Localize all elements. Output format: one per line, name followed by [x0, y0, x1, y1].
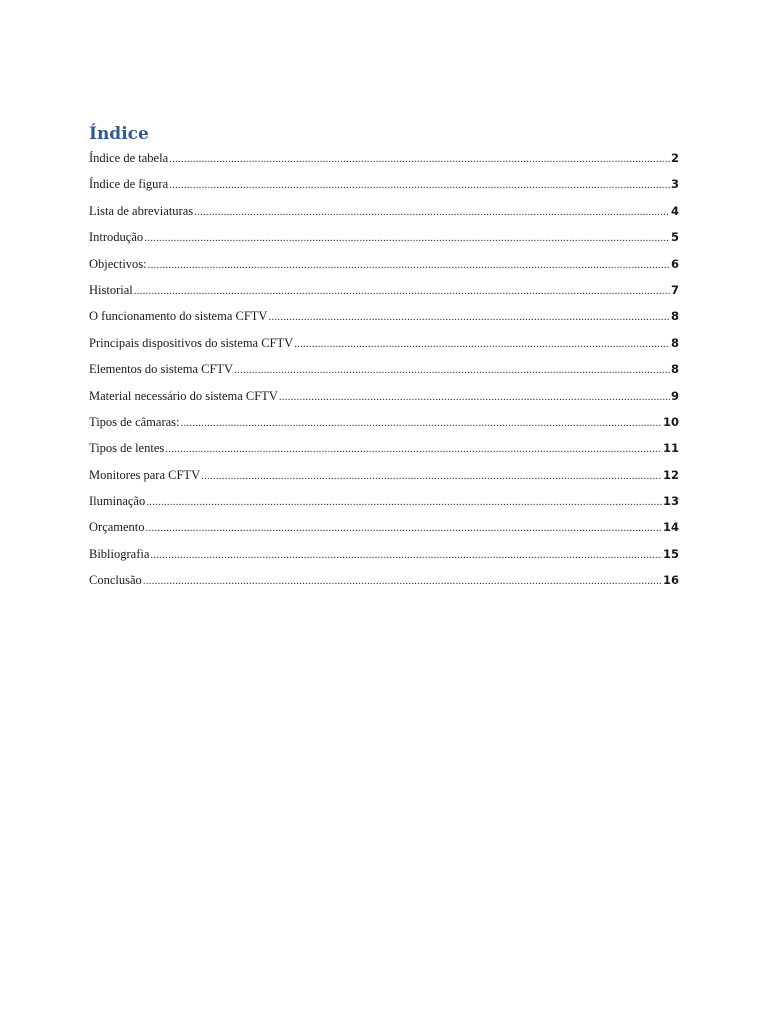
dot-leader	[150, 543, 662, 567]
toc-entry[interactable]	[89, 331, 679, 357]
toc-entry-page-number: 12	[662, 467, 679, 482]
toc-entry-page-number: 16	[662, 573, 679, 588]
toc-entry[interactable]	[89, 542, 679, 568]
dot-leader	[194, 200, 670, 224]
dot-leader	[201, 464, 662, 488]
toc-title: Índice	[89, 124, 149, 144]
toc-entry-label: O funcionamento do sistema CFTV	[89, 309, 268, 324]
dot-leader	[144, 226, 670, 250]
toc-entry[interactable]	[89, 199, 679, 225]
toc-entry[interactable]	[89, 384, 679, 410]
toc-entry-page-number: 6	[670, 256, 679, 271]
dot-leader	[146, 516, 662, 540]
toc-entry-page-number: 10	[662, 414, 679, 429]
toc-entry-label: Lista de abreviaturas	[89, 203, 194, 218]
toc-entry[interactable]	[89, 278, 679, 304]
toc-entry-label: Conclusão	[89, 573, 142, 588]
toc-entry-page-number: 7	[670, 282, 679, 297]
toc-entry-label: Historial	[89, 282, 133, 297]
toc-entry[interactable]	[89, 146, 679, 172]
dot-leader	[169, 147, 670, 171]
toc-entry-page-number: 2	[670, 151, 679, 165]
toc-entry[interactable]	[89, 252, 679, 278]
toc-entry-page-number: 4	[670, 203, 679, 218]
toc-entry-label: Tipos de câmaras:	[89, 414, 180, 429]
toc-entry-page-number: 13	[662, 494, 679, 509]
toc-entry-label: Monitores para CFTV	[89, 467, 201, 482]
dot-leader	[169, 173, 670, 197]
dot-leader	[143, 569, 662, 593]
toc-entry-page-number: 11	[662, 441, 679, 456]
dot-leader	[279, 385, 670, 409]
toc-entry-page-number: 8	[670, 335, 679, 350]
toc-entry[interactable]	[89, 357, 679, 383]
toc-entry-label: Iluminação	[89, 494, 146, 509]
dot-leader	[294, 332, 670, 356]
dot-leader	[234, 358, 670, 382]
toc-entry[interactable]	[89, 172, 679, 198]
toc-entry[interactable]	[89, 225, 679, 251]
dot-leader	[181, 411, 662, 435]
toc-entry-label: Material necessário do sistema CFTV	[89, 388, 278, 403]
toc-entry[interactable]	[89, 410, 679, 436]
dot-leader	[148, 253, 670, 277]
table-of-contents	[89, 146, 679, 595]
toc-entry-page-number: 14	[662, 520, 679, 535]
toc-entry-label: Introdução	[89, 230, 144, 245]
dot-leader	[134, 279, 670, 303]
toc-entry-label: Tipos de lentes	[89, 441, 165, 456]
toc-entry-page-number: 8	[670, 309, 679, 324]
toc-entry[interactable]	[89, 436, 679, 462]
toc-entry[interactable]	[89, 515, 679, 541]
toc-entry-label: Elementos do sistema CFTV	[89, 362, 234, 377]
toc-entry[interactable]	[89, 568, 679, 594]
toc-entry-page-number: 5	[670, 230, 679, 245]
toc-entry[interactable]	[89, 463, 679, 489]
toc-entry-page-number: 9	[670, 388, 679, 403]
toc-entry-label: Índice de tabela	[89, 151, 169, 165]
toc-entry-label: Índice de figura	[89, 177, 169, 192]
toc-entry-page-number: 8	[670, 362, 679, 377]
toc-entry-page-number: 15	[662, 546, 679, 561]
dot-leader	[146, 490, 662, 514]
dot-leader	[165, 437, 662, 461]
toc-entry[interactable]	[89, 304, 679, 330]
toc-entry-label: Bibliografia	[89, 546, 150, 561]
toc-entry[interactable]	[89, 489, 679, 515]
toc-entry-page-number: 3	[670, 177, 679, 192]
toc-entry-label: Objectivos:	[89, 256, 147, 271]
dot-leader	[268, 305, 670, 329]
toc-entry-label: Principais dispositivos do sistema CFTV	[89, 335, 294, 350]
toc-entry-label: Orçamento	[89, 520, 145, 535]
